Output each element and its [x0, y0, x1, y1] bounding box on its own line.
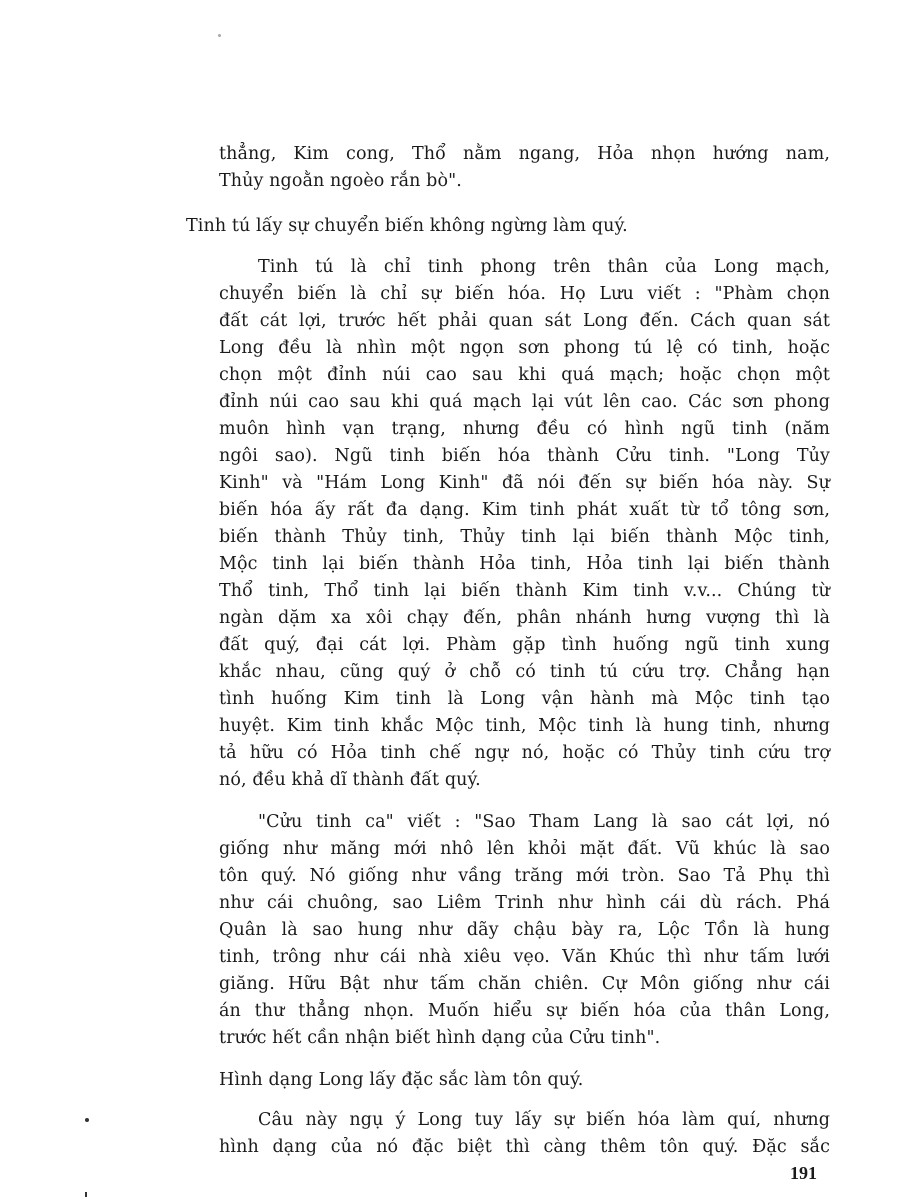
text-line: đỉnh núi cao sau khi quá mạch lại vút lên cao. Các sơn phong: [219, 392, 830, 412]
text-line: biến hóa ấy rất đa dạng. Kim tinh phát xuất từ tổ tông sơn,: [219, 500, 830, 520]
text-line: hình dạng của nó đặc biệt thì càng thêm tôn quý. Đặc sắc: [219, 1137, 830, 1157]
text-line: Thổ tinh, Thổ tinh lại biến thành Kim tinh v.v... Chúng từ: [219, 581, 830, 601]
text-line: tình huống Kim tinh là Long vận hành mà Mộc tinh tạo: [219, 689, 830, 709]
text-line: đất quý, đại cát lợi. Phàm gặp tình huống ngũ tinh xung: [219, 635, 830, 655]
scan-speck: [85, 1118, 89, 1122]
text-line: huyệt. Kim tinh khắc Mộc tinh, Mộc tinh là hung tinh, nhưng: [219, 716, 830, 736]
text-line: án thư thẳng nhọn. Muốn hiểu sự biến hóa của thân Long,: [219, 1001, 830, 1021]
text-line: Tinh tú là chỉ tinh phong trên thân của Long mạch,: [258, 257, 830, 277]
text-line: biến thành Thủy tinh, Thủy tinh lại biến thành Mộc tinh,: [219, 527, 830, 547]
text-line: Câu này ngụ ý Long tuy lấy sự biến hóa làm quí, nhưng: [258, 1110, 830, 1130]
text-line: Mộc tinh lại biến thành Hỏa tinh, Hỏa tinh lại biến thành: [219, 554, 830, 574]
text-line: trước hết cần nhận biết hình dạng của Cửu tinh".: [219, 1028, 661, 1048]
text-line: chọn một đỉnh núi cao sau khi quá mạch; hoặc chọn một: [219, 365, 830, 385]
text-line: Long đều là nhìn một ngọn sơn phong tú lệ có tinh, hoặc: [219, 338, 830, 358]
text-line: nó, đều khả dĩ thành đất quý.: [219, 770, 481, 790]
text-line: Thủy ngoằn ngoèo rắn bò".: [219, 171, 462, 191]
scan-speck: [218, 34, 221, 37]
text-line: đất cát lợi, trước hết phải quan sát Long đến. Cách quan sát: [219, 311, 830, 331]
text-line: tinh, trông như cái nhà xiêu vẹo. Văn Khúc thì như tấm lưới: [219, 947, 830, 967]
text-line: ngôi sao). Ngũ tinh biến hóa thành Cửu tinh. "Long Tủy: [219, 446, 830, 466]
text-line: "Cửu tinh ca" viết : "Sao Tham Lang là sao cát lợi, nó: [258, 812, 830, 832]
text-line: tả hữu có Hỏa tinh chế ngự nó, hoặc có Thủy tinh cứu trợ: [219, 743, 830, 763]
text-line: giống như măng mới nhô lên khỏi mặt đất. Vũ khúc là sao: [219, 839, 830, 859]
text-line: giăng. Hữu Bật như tấm chăn chiên. Cự Môn giống như cái: [219, 974, 830, 994]
text-line: Quân là sao hung như dãy chậu bày ra, Lộc Tồn là hung: [219, 920, 830, 940]
scan-speck: [85, 1192, 87, 1197]
text-line: chuyển biến là chỉ sự biến hóa. Họ Lưu viết : "Phàm chọn: [219, 284, 830, 304]
text-line: như cái chuông, sao Liêm Trinh như hình cái dù rách. Phá: [219, 893, 830, 913]
text-line: tôn quý. Nó giống như vầng trăng mới tròn. Sao Tả Phụ thì: [219, 866, 830, 886]
text-line: Kinh" và "Hám Long Kinh" đã nói đến sự biến hóa này. Sự: [219, 473, 830, 493]
text-line: khắc nhau, cũng quý ở chỗ có tinh tú cứu trợ. Chẳng hạn: [219, 662, 830, 682]
text-line: thẳng, Kim cong, Thổ nằm ngang, Hỏa nhọn hướng nam,: [219, 144, 830, 164]
text-line: Tinh tú lấy sự chuyển biến không ngừng làm quý.: [186, 216, 628, 236]
page-number: 191: [790, 1163, 817, 1183]
text-line: ngàn dặm xa xôi chạy đến, phân nhánh hưng vượng thì là: [219, 608, 830, 628]
text-line: Hình dạng Long lấy đặc sắc làm tôn quý.: [219, 1070, 584, 1090]
text-line: muôn hình vạn trạng, nhưng đều có hình ngũ tinh (năm: [219, 419, 830, 439]
